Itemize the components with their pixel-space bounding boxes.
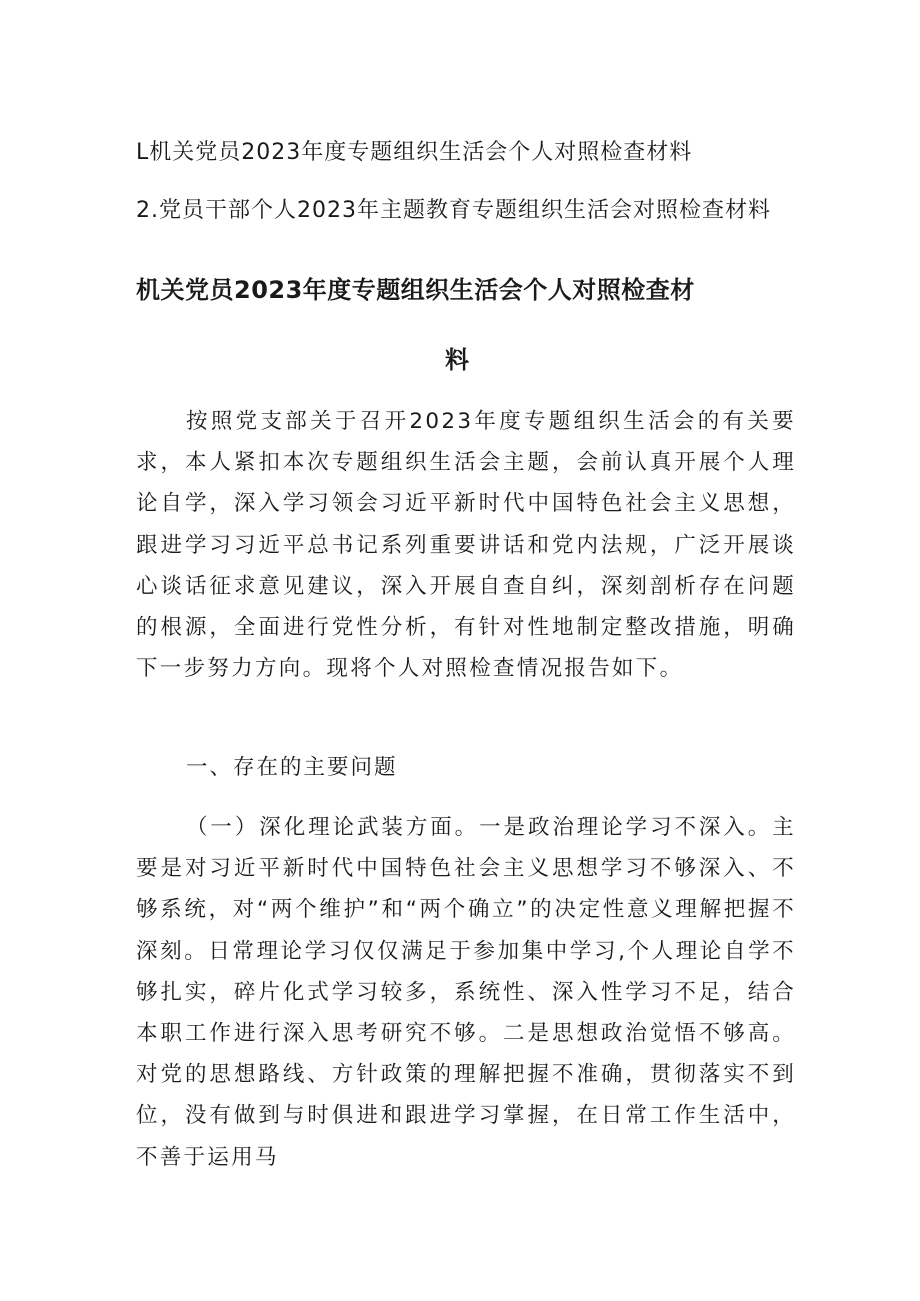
intro-paragraph: 按照党支部关于召开2023年度专题组织生活会的有关要求，本人紧扣本次专题组织生活会主题，会前认真开展个人理论自学，深入学习领会习近平新时代中国特色社会主义思想，跟进学习习近平总书记系列重要讲话和党内法规，广泛开展谈心谈话征求意见建议，深入开展自查自纠，深刻剖析存在问题的根源，全面进行党性分析，有针对性地制定整改措施，明确下一步努力方向。现将个人对照检查情况报告如下。	[136, 409, 796, 682]
document-title-line-1: 机关党员2023年度专题组织生活会个人对照检查材	[136, 276, 695, 304]
toc-item-1: L机关党员2023年度专题组织生活会个人对照检查材料	[136, 140, 693, 165]
toc-item-2: 2.党员干部个人2023年主题教育专题组织生活会对照检查材料	[136, 198, 771, 223]
section-heading-1: 一、存在的主要问题	[186, 755, 398, 780]
problem-paragraph-1: （一）深化理论武装方面。一是政治理论学习不深入。主要是对习近平新时代中国特色社会主义思想学习不够深入、不够系统，对“两个维护”和“两个确立”的决定性意义理解把握不深刻。日常理论学习仅仅满足于参加集中学习,个人理论自学不够扎实，碎片化式学习较多，系统性、深入性学习不足，结合本职工作进行深入思考研究不够。二是思想政治觉悟不够高。对党的思想路线、方针政策的理解把握不准确，贯彻落实不到位，没有做到与时俱进和跟进学习掌握，在日常工作生活中，不善于运用马	[136, 815, 796, 1170]
document-title-line-2: 料	[445, 346, 470, 374]
